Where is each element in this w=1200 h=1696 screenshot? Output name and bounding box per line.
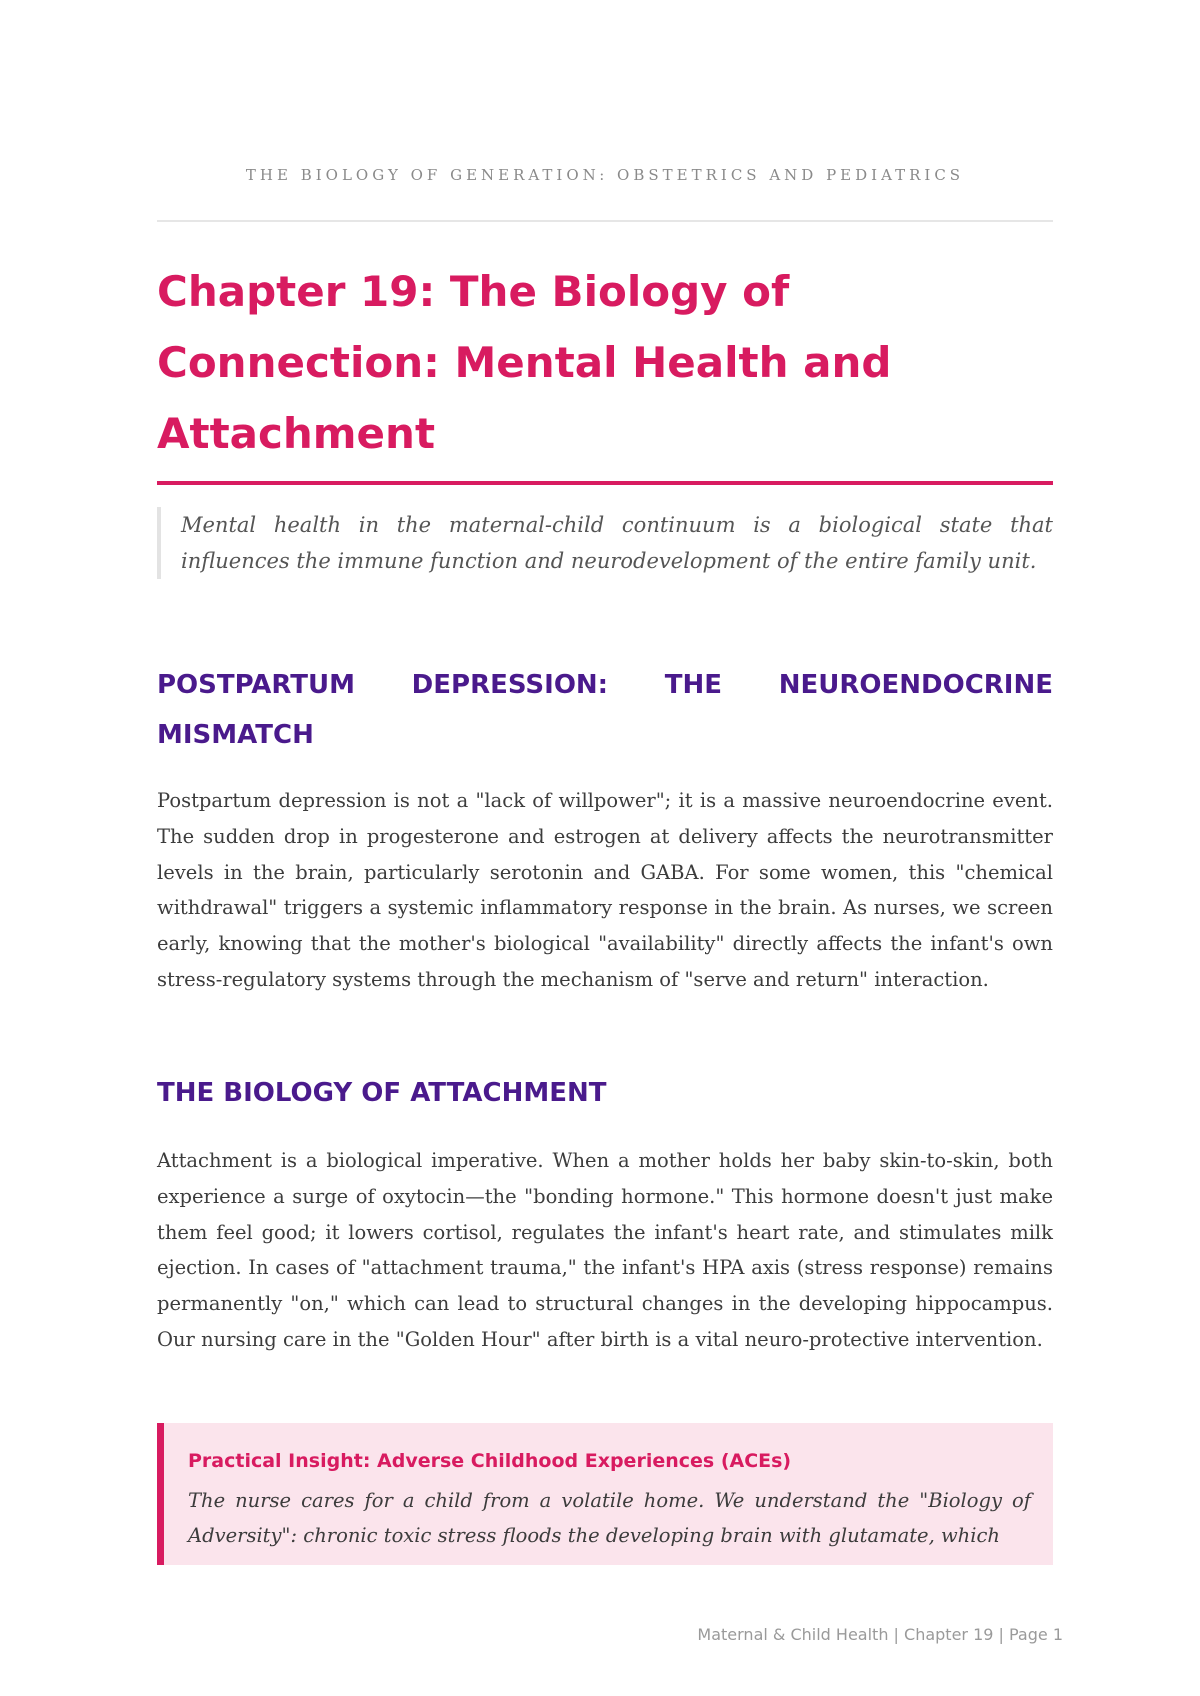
practical-insight-callout [157, 1423, 1053, 1565]
title-divider [157, 481, 1053, 485]
page-footer: Maternal & Child Health | Chapter 19 | Page 1 [697, 1625, 1063, 1644]
chapter-title: Chapter 19: The Biology of Connection: Mental Health and Attachment [157, 267, 892, 458]
epigraph-quote [157, 507, 1053, 579]
running-header: THE BIOLOGY OF GENERATION: OBSTETRICS AND PEDIATRICS [245, 166, 965, 184]
insight-body: The nurse cares for a child from a volatile home. We understand the "Biology of Adversity": chronic toxic stress floods the developing brain with glutamate, which [188, 1489, 1031, 1547]
epigraph-text: Mental health in the maternal-child continuum is a biological state that influences the immune function and neurodevelopment of the entire family unit. [181, 513, 1053, 573]
section-body-attachment: Attachment is a biological imperative. When a mother holds her baby skin-to-skin, both experience a surge of oxytocin—the "bonding hormone." This hormone doesn't just make them feel good; it lowers cortisol, regulates the infant's heart rate, and stimulates milk ejection. In cases of "attachment trauma," the infant's HPA axis (stress response) remains permanently "on," which can lead to structural changes in the developing hippocampus. Our nursing care in the "Golden Hour" after birth is a vital neuro-protective intervention. [157, 1149, 1053, 1351]
section-body-postpartum-depression: Postpartum depression is not a "lack of willpower"; it is a massive neuroendocrine event. The sudden drop in progesterone and estrogen at delivery affects the neurotransmitter levels in the brain, particularly serotonin and GABA. For some women, this "chemical withdrawal" triggers a systemic inflammatory response in the brain. As nurses, we screen early, knowing that the mother's biological "availability" directly affects the infant's own stress-regulatory systems through the mechanism of "serve and return" interaction. [157, 789, 1053, 991]
section-heading-postpartum-depression: POSTPARTUM DEPRESSION: THE NEUROENDOCRINE MISMATCH [157, 670, 1053, 750]
header-divider [157, 220, 1053, 222]
section-heading-attachment: THE BIOLOGY OF ATTACHMENT [157, 1078, 607, 1108]
insight-title: Practical Insight: Adverse Childhood Experiences (ACEs) [188, 1450, 792, 1472]
